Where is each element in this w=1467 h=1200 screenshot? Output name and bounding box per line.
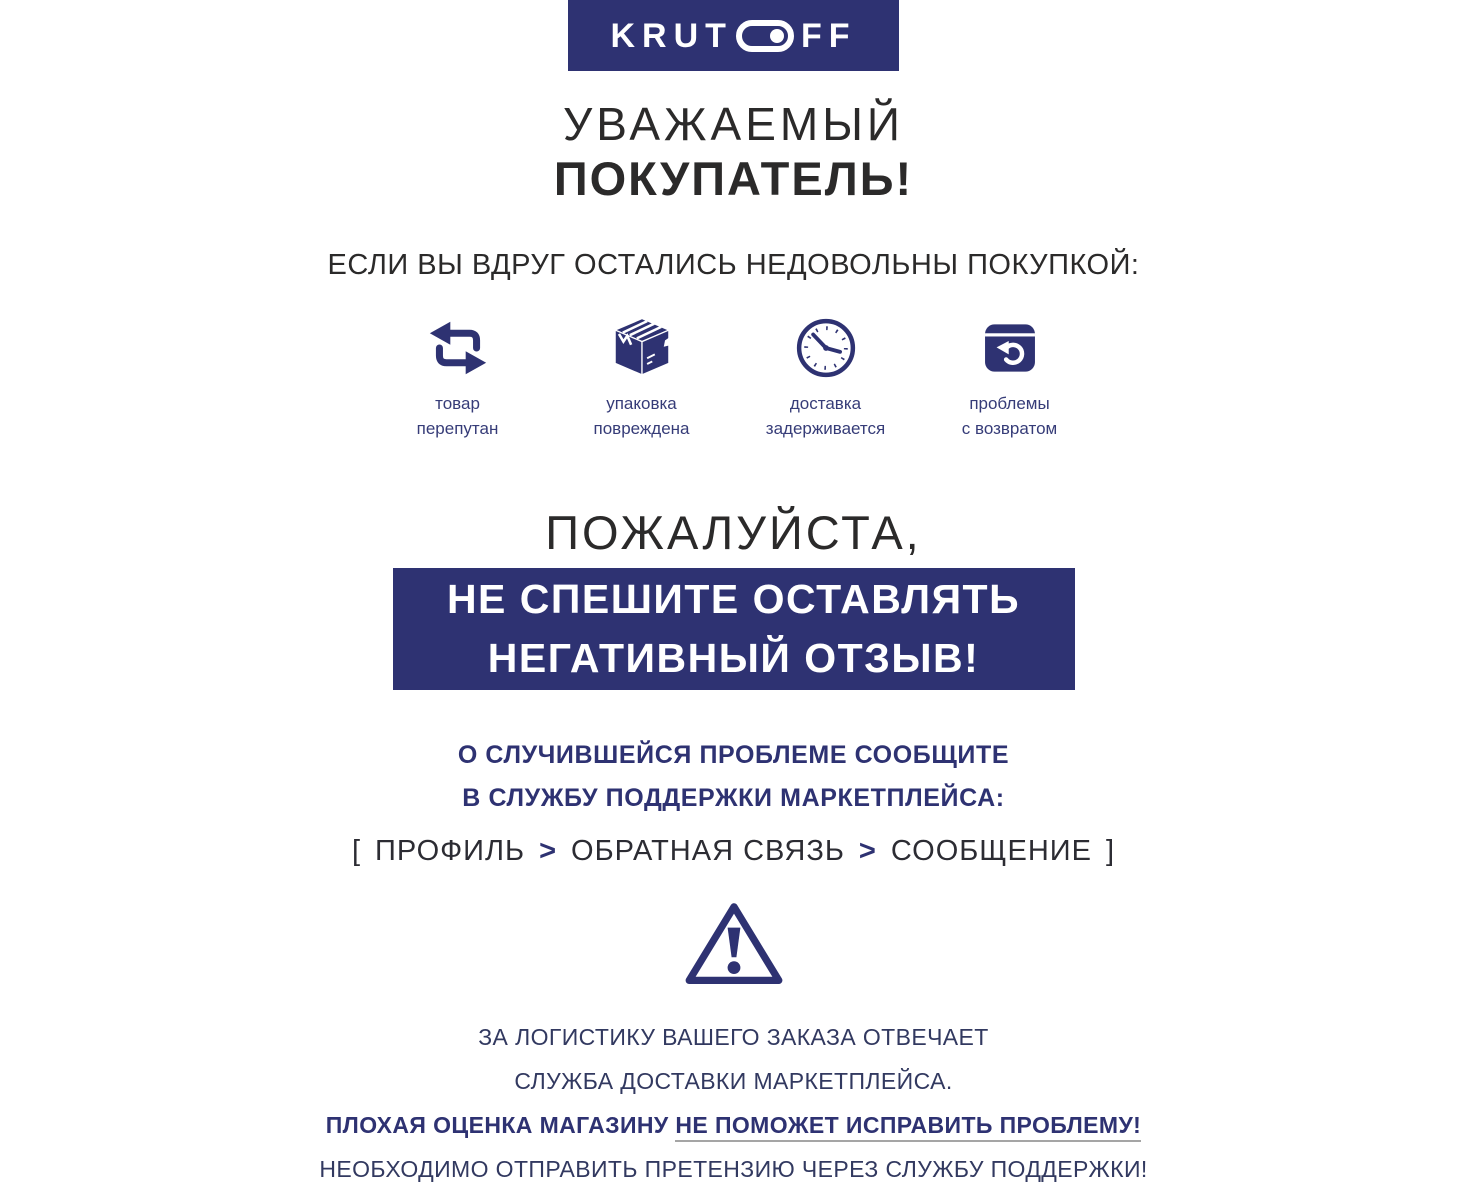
chevron-right-icon: >: [539, 835, 558, 867]
bracket-close: ]: [1105, 835, 1116, 867]
page-title: [554, 97, 913, 207]
breadcrumb: [352, 835, 1115, 868]
breadcrumb-step-message: СООБЩЕНИЕ: [890, 835, 1092, 867]
toggle-knob: [770, 29, 784, 43]
issue-item-return: [941, 316, 1079, 441]
breadcrumb-step-profile: ПРОФИЛЬ: [375, 835, 526, 867]
chevron-right-icon: >: [858, 835, 877, 867]
negative-review-banner: [393, 568, 1075, 690]
intro-text: ЕСЛИ ВЫ ВДРУГ ОСТАЛИСЬ НЕДОВОЛЬНЫ ПОКУПКОЙ:: [327, 248, 1140, 281]
footer-line2: СЛУЖБА ДОСТАВКИ МАРКЕТПЛЕЙСА.: [514, 1068, 953, 1094]
toggle-o-icon: [736, 20, 794, 52]
breadcrumb-step-feedback: ОБРАТНАЯ СВЯЗЬ: [571, 835, 845, 867]
banner-line1: НЕ СПЕШИТЕ ОСТАВЛЯТЬ: [446, 575, 1021, 622]
damaged-box-icon: [610, 316, 674, 380]
footer-line3-lead: ПЛОХАЯ ОЦЕНКА МАГАЗИНУ: [325, 1112, 669, 1138]
issue-item-damaged: [573, 316, 711, 441]
issue-label: проблемы с возвратом: [961, 393, 1058, 438]
brand-wordmark-left: KRUT: [610, 16, 733, 55]
issue-item-delayed: [757, 316, 895, 441]
support-text: [458, 734, 1009, 819]
page-title-line1: УВАЖАЕМЫЙ: [562, 98, 904, 151]
page-title-line2: ПОКУПАТЕЛЬ!: [553, 152, 914, 206]
issues-row: [389, 316, 1079, 441]
support-line1: О СЛУЧИВШЕЙСЯ ПРОБЛЕМЕ СООБЩИТЕ: [457, 741, 1010, 769]
footer-note: [319, 1024, 1147, 1200]
plea-text: ПОЖАЛУЙСТА,: [545, 506, 922, 560]
issue-label: товар перепутан: [416, 393, 499, 438]
footer-line1: ЗА ЛОГИСТИКУ ВАШЕГО ЗАКАЗА ОТВЕЧАЕТ: [478, 1024, 989, 1050]
swap-arrows-icon: [426, 316, 490, 380]
warning-triangle-icon: [682, 898, 786, 990]
brand-logo-bar: [568, 0, 899, 71]
clock-icon: [794, 316, 858, 380]
support-line2: В СЛУЖБУ ПОДДЕРЖКИ МАРКЕТПЛЕЙСА:: [462, 783, 1005, 812]
footer-line3: [319, 1112, 1147, 1139]
footer-line3-underlined: НЕ ПОМОЖЕТ ИСПРАВИТЬ ПРОБЛЕМУ!: [675, 1112, 1141, 1142]
return-box-icon: [978, 316, 1042, 380]
banner-line2: НЕГАТИВНЫЙ ОТЗЫВ!: [487, 635, 980, 682]
issue-label: упаковка повреждена: [593, 393, 690, 438]
bracket-open: [: [351, 835, 362, 867]
issue-item-swapped: [389, 316, 527, 441]
issue-label: доставка задерживается: [765, 393, 886, 438]
footer-line4: НЕОБХОДИМО ОТПРАВИТЬ ПРЕТЕНЗИЮ ЧЕРЕЗ СЛУЖБУ ПОДДЕРЖКИ!: [319, 1156, 1148, 1182]
brand-wordmark-right: FF: [800, 16, 857, 55]
